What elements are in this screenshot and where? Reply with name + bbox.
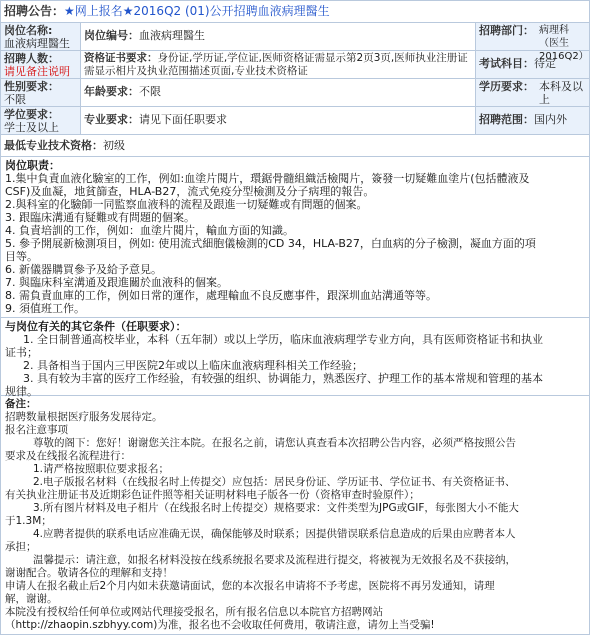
position-name-value: 血液病理醫生 bbox=[4, 37, 70, 50]
duty-line: 3. 跟臨床溝通有疑難或有問題的個案。 bbox=[5, 211, 195, 224]
degree-label: 学位要求： bbox=[4, 108, 59, 121]
age-cell bbox=[81, 79, 476, 106]
row-count-cert bbox=[1, 51, 589, 79]
requirement-line: 证书； bbox=[5, 346, 38, 359]
degree-value: 学士及以上 bbox=[4, 121, 59, 134]
education-label: 学历要求： bbox=[479, 80, 534, 93]
note-line: 4.应聘者提供的联系电话应准确无误，确保能够及时联系；因提供错误联系信息造成的后果由应聘者本人 bbox=[33, 528, 516, 540]
certificate-value: 身份证,学历证,学位证,医师资格证需显示第2页3页,医师执业注册证需显示相片及执业范围描述页面,专业技术资格证 bbox=[84, 52, 468, 77]
age-label: 年龄要求： bbox=[84, 85, 139, 98]
department-cell bbox=[476, 23, 589, 62]
duty-line: 8. 需負責血庫的工作，例如日常的運作，處理輸血不良反應事件，跟深圳血站溝通等等。 bbox=[5, 289, 437, 302]
certificate-cell bbox=[81, 51, 476, 78]
notes-heading: 备注： bbox=[5, 398, 37, 410]
notes-section bbox=[1, 396, 589, 632]
position-code-value: 血液病理醫生 bbox=[139, 29, 205, 42]
note-line: 3.所有图片材料及电子相片（在线报名时上传提交）规格要求：文件类型为JPG或GIF，每张图大小不能大 bbox=[33, 502, 519, 514]
duty-line: CSF)及血凝，地貧篩查，HLA-B27，流式免疫分型檢測及分子病理的報告。 bbox=[5, 185, 375, 198]
note-line: 1.请严格按照职位要求报名； bbox=[33, 463, 170, 475]
min-qualification-cell bbox=[1, 135, 589, 156]
note-line: （http://zhaopin.szbhyy.com)为准，报名也不会收取任何费用，敬请注意，请勿上当受骗! bbox=[5, 619, 435, 631]
scope-value: 国内外 bbox=[534, 113, 567, 126]
requirement-line: 2. 具备相当于国内三甲医院2年或以上临床血液病理科相关工作经验； bbox=[23, 359, 363, 372]
note-line: 于1.3M； bbox=[5, 515, 52, 527]
row-min-qualification bbox=[1, 135, 589, 157]
note-line: 招聘数量根据医疗服务发展待定。 bbox=[5, 411, 163, 423]
header-label: 招聘公告： bbox=[4, 4, 65, 18]
duty-line: 2.與科室的化驗師一同監察血液科的流程及跟進一切疑難或有問題的個案。 bbox=[5, 198, 368, 211]
requirement-line: 规律。 bbox=[5, 385, 38, 398]
posting-title: ★网上报名★2016Q2 (01)公开招聘血液病理醫生 bbox=[64, 4, 330, 18]
department-value: 病理科（医生2016Q2） bbox=[539, 25, 589, 62]
major-label: 专业要求： bbox=[84, 113, 139, 126]
note-line: 解，谢谢。 bbox=[5, 593, 58, 605]
position-code-cell bbox=[81, 23, 476, 50]
duty-line: 1.集中負責血液化驗室的工作，例如:血塗片閱片，環鋸骨髓組織活檢閱片，簽發一切疑難血塗片(包括體液及 bbox=[5, 172, 530, 185]
requirements-heading: 与岗位有关的其它条件（任职要求）： bbox=[5, 320, 187, 333]
gender-value: 不限 bbox=[4, 93, 26, 106]
note-line: 尊敬的阁下：您好！谢谢您关注本院。在报名之前，请您认真查看本次招聘公告内容，必须严格按照公告 bbox=[33, 437, 516, 449]
headcount-label: 招聘人数： bbox=[4, 52, 59, 65]
row-degree-major bbox=[1, 107, 589, 135]
gender-cell bbox=[1, 79, 81, 106]
note-line: 2.电子版报名材料（在线报名时上传提交）应包括：居民身份证、学历证书、学位证书、有关资格证书、 bbox=[33, 476, 516, 488]
education-value: 本科及以上 bbox=[539, 80, 583, 106]
note-line: 要求及在线报名流程进行： bbox=[5, 450, 131, 462]
note-line: 温馨提示：请注意，如报名材料没按在线系统报名要求及流程进行提交，将被视为无效报名及不获接纳， bbox=[33, 554, 516, 566]
min-qualification-value: 初级 bbox=[103, 139, 125, 152]
headcount-cell bbox=[1, 51, 81, 78]
scope-label: 招聘范围： bbox=[479, 113, 534, 126]
gender-label: 性别要求： bbox=[4, 80, 59, 93]
duty-line: 9. 須值班工作。 bbox=[5, 302, 85, 315]
note-line: 申请人在报名截止后2个月内如未获邀请面试，您的本次报名申请将不予考虑，医院将不再另发通知，请理 bbox=[5, 580, 495, 592]
age-value: 不限 bbox=[139, 85, 161, 98]
note-line: 有关执业注册证书及近期彩色证件照等相关证明材料电子版各一份（资格审查时验原件）； bbox=[5, 489, 420, 501]
duty-line: 6. 新儀器購買參予及給予意見。 bbox=[5, 263, 162, 276]
degree-cell bbox=[1, 107, 81, 134]
note-line: 本院没有授权给任何单位或网站代理接受报名，所有报名信息以本院官方招聘网站 bbox=[5, 606, 383, 618]
requirement-line: 3. 具有较为丰富的医疗工作经验，有较强的组织、协调能力，熟悉医疗、护理工作的基本常规和管理的基本 bbox=[23, 372, 543, 385]
exam-value: 待定 bbox=[534, 57, 556, 70]
duty-line: 7. 與臨床科室溝通及跟進關於血液科的個案。 bbox=[5, 276, 228, 289]
department-label: 招聘部门： bbox=[479, 24, 534, 37]
note-line: 承担； bbox=[5, 541, 37, 553]
duties-heading: 岗位职责： bbox=[5, 159, 60, 172]
major-value: 请见下面任职要求 bbox=[139, 113, 227, 126]
duty-line: 4. 負責培訓的工作，例如：血塗片閱片，輸血方面的知識。 bbox=[5, 224, 294, 237]
position-code-label: 岗位编号： bbox=[84, 29, 139, 42]
note-line: 谢谢配合。敬请各位的理解和支持！ bbox=[5, 567, 173, 579]
education-cell bbox=[476, 79, 589, 106]
posting-header bbox=[1, 1, 589, 23]
row-gender-age bbox=[1, 79, 589, 107]
major-cell bbox=[81, 107, 476, 134]
scope-cell bbox=[476, 107, 589, 134]
exam-label: 考试科目： bbox=[479, 57, 534, 70]
note-line: 报名注意事项 bbox=[5, 424, 68, 436]
header-cell bbox=[1, 1, 589, 22]
duties-section bbox=[1, 157, 589, 318]
duty-line: 5. 參予開展新檢測項目，例如: 使用流式細胞儀檢測的CD 34，HLA-B27，白血病的分子檢測，凝血方面的項 bbox=[5, 237, 536, 250]
requirement-line: 1. 全日制普通高校毕业，本科（五年制）或以上学历，临床血液病理学专业方向，具有医师资格证书和执业 bbox=[23, 333, 543, 346]
duty-line: 目等。 bbox=[5, 250, 38, 263]
headcount-value: 请见备注说明 bbox=[4, 65, 70, 78]
requirements-section bbox=[1, 318, 589, 396]
min-qualification-label: 最低专业技术资格： bbox=[4, 139, 103, 152]
position-name-cell bbox=[1, 23, 81, 50]
position-name-label: 岗位名称: bbox=[4, 24, 53, 37]
certificate-label: 资格证书要求： bbox=[84, 52, 158, 64]
